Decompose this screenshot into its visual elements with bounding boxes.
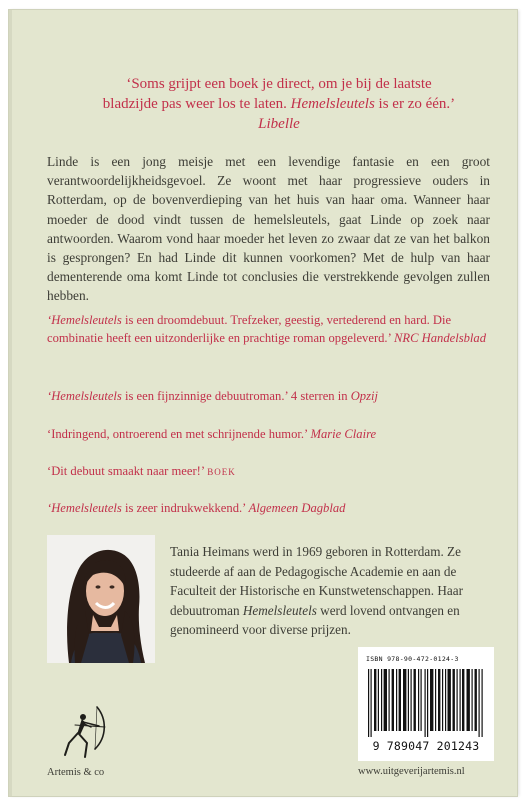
barcode-bars	[368, 669, 484, 737]
book-blurb: Linde is een jong meisje met een levendige fantasie en een groot verantwoordelijkheidsgevoel. Ze woont met haar progressieve ouders in Rotterdam, op de bovenverdieping van het huis van haar oma. Wanneer haar moeder de dood vindt tussen de hemelsleutels, gaat Linde op zoek naar antwoorden. Waarom vond haar moeder het leven zo zwaar dat ze van het balkon is gesprongen? En had Linde dit kunnen voorkomen? Met de hulp van haar dementerende oma komt Linde tot conclusies die verstrekkende gevolgen zullen hebben.	[47, 154, 490, 304]
review-source: Algemeen Dagblad	[248, 501, 346, 515]
review-text: ‘Dit debuut smaakt naar meer!’	[47, 464, 208, 478]
review-5	[47, 499, 490, 517]
review-source: BOEK	[207, 467, 236, 477]
review-3	[47, 425, 490, 443]
review-text: is zeer indrukwekkend.’	[121, 501, 249, 515]
top-quote-line2-pre: bladzijde pas weer los te laten.	[102, 96, 291, 112]
cover-edge	[9, 10, 12, 796]
review-title: ‘Hemelsleutels	[47, 313, 122, 327]
barcode-number: 9 789047 201243	[372, 739, 480, 753]
review-title: ‘Hemelsleutels	[47, 389, 122, 403]
top-quote-title: Hemelsleutels	[290, 96, 375, 112]
top-quote-source: Libelle	[258, 116, 300, 132]
top-quote	[69, 74, 489, 134]
review-text: is een fijnzinnige debuutroman.’ 4 sterren in	[121, 389, 351, 403]
review-title: ‘Hemelsleutels	[47, 501, 122, 515]
archer-logo-icon	[61, 703, 113, 761]
review-text: ‘Indringend, ontroerend en met schrijnende humor.’	[47, 427, 311, 441]
author-bio-text: Tania Heimans werd in 1969 geboren in Rotterdam. Ze studeerde af aan de Pedagogische Academie en aan de Faculteit der Historische en Kunstwetenschappen. Haar debuutroman	[170, 544, 463, 618]
author-bio-text-end: werd lovend ontvangen en genomineerd voor diverse prijzen.	[170, 602, 460, 637]
book-back-cover	[9, 10, 517, 796]
review-source: Marie Claire	[310, 427, 377, 441]
barcode	[358, 647, 494, 761]
top-quote-line2-post: is er zo één.’	[374, 96, 456, 112]
review-source: Opzij	[350, 389, 378, 403]
isbn-label: ISBN 978-90-472-0124-3	[366, 655, 459, 663]
review-4	[47, 462, 490, 481]
author-portrait-image	[47, 535, 155, 663]
author-bio	[170, 542, 494, 640]
publisher-name: Artemis & co	[47, 767, 105, 778]
review-source: NRC Handelsblad	[394, 331, 487, 345]
top-quote-line1: ‘Soms grijpt een boek je direct, om je bij de laatste	[126, 76, 432, 92]
review-2	[47, 387, 490, 405]
review-1	[47, 311, 490, 347]
author-bio-title: Hemelsleutels	[242, 602, 317, 618]
author-photo	[47, 535, 155, 663]
publisher-website[interactable]: www.uitgeverijartemis.nl	[358, 766, 465, 777]
review-text: is een droomdebuut. Trefzeker, geestig, vertederend en hard. Die combinatie heeft een uitzonderlijke en prachtige roman opgeleverd.’	[47, 313, 452, 345]
